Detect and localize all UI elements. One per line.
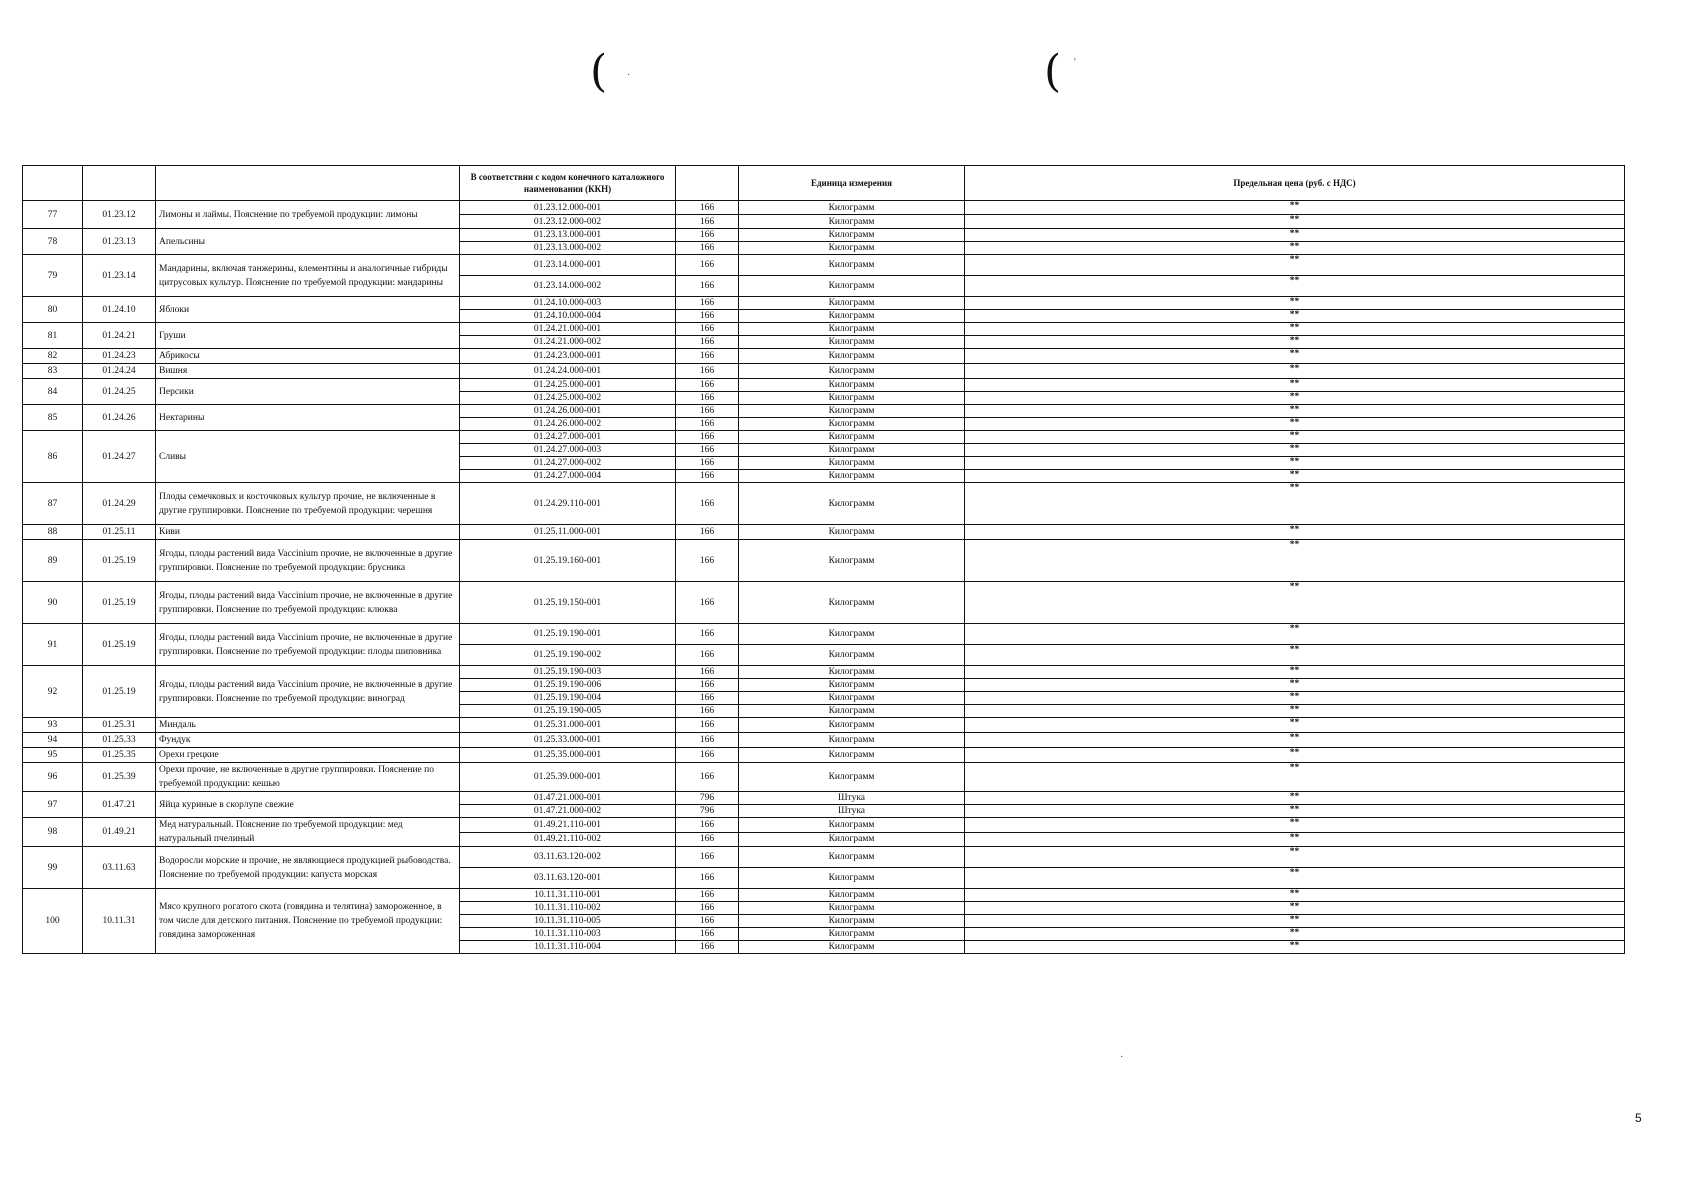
row-number: 97 [23, 792, 83, 818]
unit-name: Килограмм [739, 457, 965, 470]
price-cell: ** [965, 431, 1625, 444]
okei-code: 166 [676, 525, 739, 540]
price-cell: ** [965, 624, 1625, 645]
ktru-code: 01.24.24.000-001 [460, 364, 676, 379]
product-name: Абрикосы [156, 349, 460, 364]
unit-name: Килограмм [739, 928, 965, 941]
okei-code: 166 [676, 818, 739, 833]
ktru-code: 01.23.12.000-002 [460, 215, 676, 229]
ktru-code: 01.24.27.000-004 [460, 470, 676, 483]
okei-code: 796 [676, 805, 739, 818]
unit-name: Килограмм [739, 666, 965, 679]
ktru-code: 01.23.14.000-002 [460, 276, 676, 297]
price-cell: ** [965, 242, 1625, 255]
product-name: Ягоды, плоды растений вида Vaccinium прочие, не включенные в другие группировки. Пояснение по требуемой продукции: брусника [156, 540, 460, 582]
ktru-code: 01.47.21.000-002 [460, 805, 676, 818]
ktru-code: 01.24.27.000-003 [460, 444, 676, 457]
ktru-code: 01.25.19.190-003 [460, 666, 676, 679]
okei-code: 166 [676, 705, 739, 718]
okei-code: 166 [676, 540, 739, 582]
okei-code: 166 [676, 379, 739, 392]
ktru-code: 01.25.31.000-001 [460, 718, 676, 733]
unit-name: Килограмм [739, 310, 965, 323]
okei-code: 166 [676, 201, 739, 215]
row-number: 96 [23, 763, 83, 792]
price-cell: ** [965, 868, 1625, 889]
price-cell: ** [965, 645, 1625, 666]
okpd-code: 01.49.21 [83, 818, 156, 847]
price-cell: ** [965, 349, 1625, 364]
unit-name: Килограмм [739, 323, 965, 336]
product-name: Яйца куриные в скорлупе свежие [156, 792, 460, 818]
table-row [23, 748, 1625, 763]
okei-code: 166 [676, 297, 739, 310]
unit-name: Килограмм [739, 215, 965, 229]
unit-name: Килограмм [739, 525, 965, 540]
price-cell: ** [965, 805, 1625, 818]
product-name: Груши [156, 323, 460, 349]
price-cell: ** [965, 733, 1625, 748]
unit-name: Килограмм [739, 470, 965, 483]
price-cell: ** [965, 215, 1625, 229]
ktru-code: 01.24.26.000-001 [460, 405, 676, 418]
unit-name: Килограмм [739, 718, 965, 733]
okei-code: 166 [676, 431, 739, 444]
unit-name: Килограмм [739, 418, 965, 431]
unit-name: Штука [739, 792, 965, 805]
price-cell: ** [965, 323, 1625, 336]
ktru-code: 03.11.63.120-001 [460, 868, 676, 889]
okpd-code: 01.23.12 [83, 201, 156, 229]
table-row [23, 889, 1625, 902]
row-number: 89 [23, 540, 83, 582]
okei-code: 166 [676, 748, 739, 763]
price-cell: ** [965, 832, 1625, 847]
price-cell: ** [965, 525, 1625, 540]
ktru-code: 01.25.19.190-005 [460, 705, 676, 718]
okei-code: 166 [676, 679, 739, 692]
unit-name: Килограмм [739, 915, 965, 928]
price-cell: ** [965, 540, 1625, 582]
unit-name: Килограмм [739, 229, 965, 242]
table-row [23, 379, 1625, 392]
okpd-code: 01.25.11 [83, 525, 156, 540]
price-cell: ** [965, 379, 1625, 392]
okei-code: 166 [676, 276, 739, 297]
ktru-code: 01.49.21.110-002 [460, 832, 676, 847]
table-body [23, 201, 1625, 954]
table-row [23, 624, 1625, 645]
okei-code: 166 [676, 889, 739, 902]
table-row [23, 792, 1625, 805]
price-cell: ** [965, 582, 1625, 624]
okei-code: 166 [676, 624, 739, 645]
ktru-code: 01.24.27.000-002 [460, 457, 676, 470]
okei-code: 166 [676, 718, 739, 733]
ktru-code: 10.11.31.110-002 [460, 902, 676, 915]
ktru-code: 01.25.35.000-001 [460, 748, 676, 763]
okpd-code: 01.24.23 [83, 349, 156, 364]
row-number: 93 [23, 718, 83, 733]
okei-code: 166 [676, 310, 739, 323]
row-number: 79 [23, 255, 83, 297]
unit-name: Килограмм [739, 645, 965, 666]
ktru-code: 01.24.26.000-002 [460, 418, 676, 431]
okei-code: 796 [676, 792, 739, 805]
okei-code: 166 [676, 336, 739, 349]
product-name: Орехи грецкие [156, 748, 460, 763]
price-cell: ** [965, 705, 1625, 718]
unit-name: Килограмм [739, 748, 965, 763]
table-row [23, 666, 1625, 679]
unit-name: Килограмм [739, 733, 965, 748]
price-cell: ** [965, 310, 1625, 323]
okei-code: 166 [676, 444, 739, 457]
unit-name: Килограмм [739, 679, 965, 692]
price-cell: ** [965, 889, 1625, 902]
table-row [23, 431, 1625, 444]
row-number: 98 [23, 818, 83, 847]
row-number: 94 [23, 733, 83, 748]
price-cell: ** [965, 444, 1625, 457]
unit-name: Килограмм [739, 692, 965, 705]
unit-name: Килограмм [739, 444, 965, 457]
ktru-code: 01.24.10.000-004 [460, 310, 676, 323]
table-row [23, 405, 1625, 418]
unit-name: Килограмм [739, 624, 965, 645]
price-cell: ** [965, 297, 1625, 310]
unit-name: Килограмм [739, 902, 965, 915]
price-cell: ** [965, 483, 1625, 525]
unit-name: Килограмм [739, 941, 965, 954]
unit-name: Килограмм [739, 705, 965, 718]
okei-code: 166 [676, 349, 739, 364]
table-row [23, 229, 1625, 242]
okei-code: 166 [676, 255, 739, 276]
row-number: 80 [23, 297, 83, 323]
ktru-code: 01.25.33.000-001 [460, 733, 676, 748]
product-name: Мясо крупного рогатого скота (говядина и телятина) замороженное, в том числе для детского питания. Пояснение по требуемой продукции: говядина замороженная [156, 889, 460, 954]
product-name: Мандарины, включая танжерины, клементины и аналогичные гибриды цитрусовых культур. Пояснение по требуемой продукции: мандарины [156, 255, 460, 297]
scan-mark-right: ( [1044, 46, 1062, 97]
row-number: 77 [23, 201, 83, 229]
unit-name: Килограмм [739, 201, 965, 215]
price-cell: ** [965, 941, 1625, 954]
ktru-code: 01.23.13.000-002 [460, 242, 676, 255]
price-cell: ** [965, 229, 1625, 242]
product-name: Лимоны и лаймы. Пояснение по требуемой продукции: лимоны [156, 201, 460, 229]
header-num [23, 166, 83, 201]
okei-code: 166 [676, 242, 739, 255]
product-name: Ягоды, плоды растений вида Vaccinium прочие, не включенные в другие группировки. Пояснение по требуемой продукции: плоды шиповника [156, 624, 460, 666]
table-row [23, 763, 1625, 792]
okei-code: 166 [676, 928, 739, 941]
okpd-code: 01.25.19 [83, 540, 156, 582]
okei-code: 166 [676, 470, 739, 483]
scan-mark-left: ( [590, 46, 608, 97]
header-okei [676, 166, 739, 201]
price-cell: ** [965, 255, 1625, 276]
unit-name: Килограмм [739, 392, 965, 405]
ktru-code: 01.23.12.000-001 [460, 201, 676, 215]
ktru-code: 01.47.21.000-001 [460, 792, 676, 805]
okei-code: 166 [676, 832, 739, 847]
table-row [23, 201, 1625, 215]
row-number: 81 [23, 323, 83, 349]
ktru-code: 01.25.39.000-001 [460, 763, 676, 792]
price-cell: ** [965, 201, 1625, 215]
row-number: 92 [23, 666, 83, 718]
ktru-code: 01.25.19.190-002 [460, 645, 676, 666]
table-row [23, 364, 1625, 379]
okpd-code: 01.24.24 [83, 364, 156, 379]
scan-dot: · [1120, 1052, 1124, 1063]
okei-code: 166 [676, 915, 739, 928]
table-row [23, 323, 1625, 336]
unit-name: Килограмм [739, 364, 965, 379]
unit-name: Килограмм [739, 405, 965, 418]
okei-code: 166 [676, 847, 739, 868]
okei-code: 166 [676, 582, 739, 624]
okei-code: 166 [676, 868, 739, 889]
ktru-code: 01.24.21.000-001 [460, 323, 676, 336]
unit-name: Килограмм [739, 242, 965, 255]
price-cell: ** [965, 928, 1625, 941]
ktru-code: 01.25.19.190-004 [460, 692, 676, 705]
okpd-code: 01.25.35 [83, 748, 156, 763]
table-row [23, 297, 1625, 310]
okpd-code: 01.25.31 [83, 718, 156, 733]
header-ktru: В соответствии с кодом конечного каталожного наименования (ККН) [460, 166, 676, 201]
row-number: 100 [23, 889, 83, 954]
ktru-code: 10.11.31.110-004 [460, 941, 676, 954]
table-row [23, 818, 1625, 833]
table-header-row [23, 166, 1625, 201]
okpd-code: 01.25.19 [83, 666, 156, 718]
page-number: 5 [1635, 1111, 1642, 1125]
product-name: Яблоки [156, 297, 460, 323]
okpd-code: 01.24.21 [83, 323, 156, 349]
okei-code: 166 [676, 692, 739, 705]
table-row [23, 718, 1625, 733]
ktru-code: 01.25.19.190-006 [460, 679, 676, 692]
row-number: 82 [23, 349, 83, 364]
product-name: Вишня [156, 364, 460, 379]
product-name: Орехи прочие, не включенные в другие группировки. Пояснение по требуемой продукции: кешью [156, 763, 460, 792]
okpd-code: 01.25.33 [83, 733, 156, 748]
table-row [23, 349, 1625, 364]
okei-code: 166 [676, 229, 739, 242]
row-number: 90 [23, 582, 83, 624]
okpd-code: 10.11.31 [83, 889, 156, 954]
unit-name: Килограмм [739, 582, 965, 624]
okei-code: 166 [676, 483, 739, 525]
price-cell: ** [965, 763, 1625, 792]
unit-name: Килограмм [739, 868, 965, 889]
price-cell: ** [965, 847, 1625, 868]
okei-code: 166 [676, 666, 739, 679]
unit-name: Килограмм [739, 483, 965, 525]
price-cell: ** [965, 818, 1625, 833]
ktru-code: 01.24.10.000-003 [460, 297, 676, 310]
product-name: Персики [156, 379, 460, 405]
price-cell: ** [965, 902, 1625, 915]
scan-dot: · [627, 70, 631, 81]
row-number: 91 [23, 624, 83, 666]
okpd-code: 01.47.21 [83, 792, 156, 818]
okei-code: 166 [676, 323, 739, 336]
row-number: 88 [23, 525, 83, 540]
header-okpd [83, 166, 156, 201]
okei-code: 166 [676, 941, 739, 954]
price-cell: ** [965, 692, 1625, 705]
unit-name: Килограмм [739, 763, 965, 792]
ktru-code: 01.25.19.160-001 [460, 540, 676, 582]
table-row [23, 733, 1625, 748]
okei-code: 166 [676, 405, 739, 418]
unit-name: Килограмм [739, 540, 965, 582]
okpd-code: 01.25.39 [83, 763, 156, 792]
price-table [22, 165, 1625, 954]
product-name: Мед натуральный. Пояснение по требуемой продукции: мед натуральный пчелиный [156, 818, 460, 847]
price-cell: ** [965, 276, 1625, 297]
ktru-code: 03.11.63.120-002 [460, 847, 676, 868]
ktru-code: 01.23.14.000-001 [460, 255, 676, 276]
okpd-code: 01.24.25 [83, 379, 156, 405]
price-cell: ** [965, 364, 1625, 379]
ktru-code: 01.25.11.000-001 [460, 525, 676, 540]
product-name: Ягоды, плоды растений вида Vaccinium прочие, не включенные в другие группировки. Пояснение по требуемой продукции: клюква [156, 582, 460, 624]
price-cell: ** [965, 748, 1625, 763]
ktru-code: 01.23.13.000-001 [460, 229, 676, 242]
unit-name: Килограмм [739, 349, 965, 364]
row-number: 99 [23, 847, 83, 889]
ktru-code: 01.24.23.000-001 [460, 349, 676, 364]
okpd-code: 01.23.14 [83, 255, 156, 297]
okpd-code: 01.24.26 [83, 405, 156, 431]
price-cell: ** [965, 392, 1625, 405]
price-cell: ** [965, 405, 1625, 418]
unit-name: Килограмм [739, 889, 965, 902]
okei-code: 166 [676, 902, 739, 915]
row-number: 95 [23, 748, 83, 763]
ktru-code: 01.25.19.190-001 [460, 624, 676, 645]
price-cell: ** [965, 457, 1625, 470]
okpd-code: 01.24.27 [83, 431, 156, 483]
row-number: 84 [23, 379, 83, 405]
ktru-code: 01.24.25.000-001 [460, 379, 676, 392]
scan-dot: ' [1074, 57, 1076, 68]
ktru-code: 01.24.29.110-001 [460, 483, 676, 525]
unit-name: Килограмм [739, 379, 965, 392]
ktru-code: 10.11.31.110-005 [460, 915, 676, 928]
okei-code: 166 [676, 457, 739, 470]
ktru-code: 10.11.31.110-001 [460, 889, 676, 902]
unit-name: Штука [739, 805, 965, 818]
okpd-code: 03.11.63 [83, 847, 156, 889]
unit-name: Килограмм [739, 832, 965, 847]
ktru-code: 01.24.27.000-001 [460, 431, 676, 444]
okei-code: 166 [676, 364, 739, 379]
product-name: Плоды семечковых и косточковых культур прочие, не включенные в другие группировки. Пояснение по требуемой продукции: черешня [156, 483, 460, 525]
price-cell: ** [965, 666, 1625, 679]
table-row [23, 540, 1625, 582]
table-row [23, 582, 1625, 624]
table-row [23, 255, 1625, 276]
unit-name: Килограмм [739, 336, 965, 349]
okpd-code: 01.23.13 [83, 229, 156, 255]
unit-name: Килограмм [739, 255, 965, 276]
row-number: 85 [23, 405, 83, 431]
price-cell: ** [965, 679, 1625, 692]
okei-code: 166 [676, 392, 739, 405]
product-name: Сливы [156, 431, 460, 483]
okei-code: 166 [676, 645, 739, 666]
okei-code: 166 [676, 418, 739, 431]
price-cell: ** [965, 718, 1625, 733]
ktru-code: 01.24.25.000-002 [460, 392, 676, 405]
price-cell: ** [965, 470, 1625, 483]
header-name [156, 166, 460, 201]
price-cell: ** [965, 418, 1625, 431]
product-name: Апельсины [156, 229, 460, 255]
okpd-code: 01.25.19 [83, 582, 156, 624]
product-name: Миндаль [156, 718, 460, 733]
table-row [23, 483, 1625, 525]
okei-code: 166 [676, 733, 739, 748]
ktru-code: 10.11.31.110-003 [460, 928, 676, 941]
ktru-code: 01.24.21.000-002 [460, 336, 676, 349]
ktru-code: 01.49.21.110-001 [460, 818, 676, 833]
product-name: Водоросли морские и прочие, не являющиеся продукцией рыбоводства. Пояснение по требуемой продукции: капуста морская [156, 847, 460, 889]
price-cell: ** [965, 792, 1625, 805]
product-name: Киви [156, 525, 460, 540]
unit-name: Килограмм [739, 818, 965, 833]
ktru-code: 01.25.19.150-001 [460, 582, 676, 624]
okpd-code: 01.24.29 [83, 483, 156, 525]
product-name: Нектарины [156, 405, 460, 431]
product-name: Фундук [156, 733, 460, 748]
okpd-code: 01.24.10 [83, 297, 156, 323]
okpd-code: 01.25.19 [83, 624, 156, 666]
unit-name: Килограмм [739, 431, 965, 444]
header-unit: Единица измерения [739, 166, 965, 201]
row-number: 78 [23, 229, 83, 255]
okei-code: 166 [676, 763, 739, 792]
price-cell: ** [965, 336, 1625, 349]
row-number: 83 [23, 364, 83, 379]
unit-name: Килограмм [739, 276, 965, 297]
unit-name: Килограмм [739, 297, 965, 310]
table-row [23, 525, 1625, 540]
price-cell: ** [965, 915, 1625, 928]
row-number: 87 [23, 483, 83, 525]
okei-code: 166 [676, 215, 739, 229]
unit-name: Килограмм [739, 847, 965, 868]
product-name: Ягоды, плоды растений вида Vaccinium прочие, не включенные в другие группировки. Пояснение по требуемой продукции: виноград [156, 666, 460, 718]
table-row [23, 847, 1625, 868]
row-number: 86 [23, 431, 83, 483]
header-price: Предельная цена (руб. с НДС) [965, 166, 1625, 201]
